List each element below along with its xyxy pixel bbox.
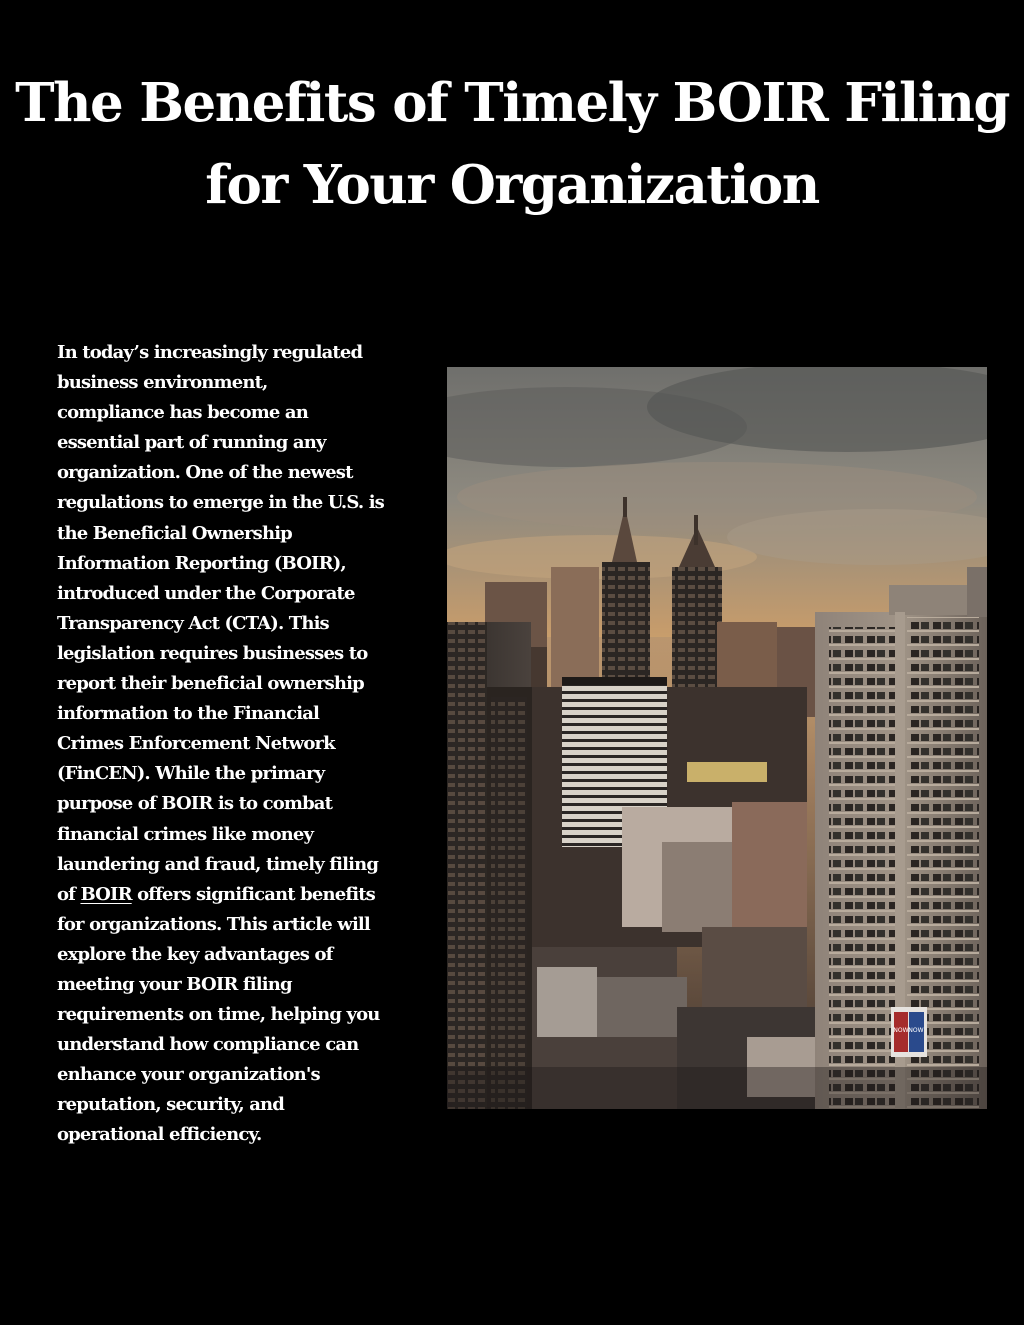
paragraph-line: for organizations. This article will bbox=[57, 913, 370, 935]
intro-paragraph bbox=[57, 338, 417, 1151]
paragraph-line: report their beneficial ownership bbox=[57, 673, 364, 695]
page-title bbox=[0, 62, 1024, 226]
paragraph-line: operational efficiency. bbox=[57, 1124, 262, 1146]
paragraph-line: essential part of running any bbox=[57, 432, 326, 454]
paragraph-line: Crimes Enforcement Network bbox=[57, 733, 335, 755]
paragraph-line: reputation, security, and bbox=[57, 1094, 284, 1116]
city-skyline-photo bbox=[447, 367, 987, 1109]
paragraph-line: business environment, bbox=[57, 372, 268, 394]
paragraph-line: legislation requires businesses to bbox=[57, 642, 368, 664]
paragraph-line: meeting your BOIR filing bbox=[57, 973, 292, 995]
link-suffix: offers significant benefits bbox=[131, 883, 375, 905]
paragraph-line: Transparency Act (CTA). This bbox=[57, 612, 329, 634]
paragraph-line: (FinCEN). While the primary bbox=[57, 763, 325, 785]
paragraph-line: organization. One of the newest bbox=[57, 462, 353, 484]
paragraph-line: requirements on time, helping you bbox=[57, 1004, 380, 1026]
paragraph-line: enhance your organization's bbox=[57, 1064, 320, 1086]
paragraph-line: purpose of BOIR is to combat bbox=[57, 793, 333, 815]
sign-text-1: NOW bbox=[893, 1027, 909, 1034]
skyline-illustration bbox=[447, 367, 987, 1109]
paragraph-line: introduced under the Corporate bbox=[57, 582, 355, 604]
paragraph-line: compliance has become an bbox=[57, 402, 308, 424]
paragraph-line: Information Reporting (BOIR), bbox=[57, 552, 346, 574]
paragraph-line: regulations to emerge in the U.S. is bbox=[57, 492, 384, 514]
paragraph-line: information to the Financial bbox=[57, 703, 320, 725]
paragraph-line: the Beneficial Ownership bbox=[57, 522, 292, 544]
boir-link[interactable]: BOIR bbox=[80, 883, 132, 905]
paragraph-line: explore the key advantages of bbox=[57, 943, 333, 965]
paragraph-line: laundering and fraud, timely filing bbox=[57, 853, 379, 875]
paragraph-line: In today’s increasingly regulated bbox=[57, 342, 363, 363]
title-line-2: for Your Organization bbox=[205, 154, 819, 216]
paragraph-line: understand how compliance can bbox=[57, 1034, 359, 1056]
paragraph-line-with-link bbox=[57, 880, 417, 910]
sign-text-2: NOW bbox=[908, 1027, 924, 1034]
link-prefix: of bbox=[57, 883, 81, 905]
title-line-1: The Benefits of Timely BOIR Filing bbox=[15, 72, 1009, 134]
paragraph-line: financial crimes like money bbox=[57, 823, 314, 845]
